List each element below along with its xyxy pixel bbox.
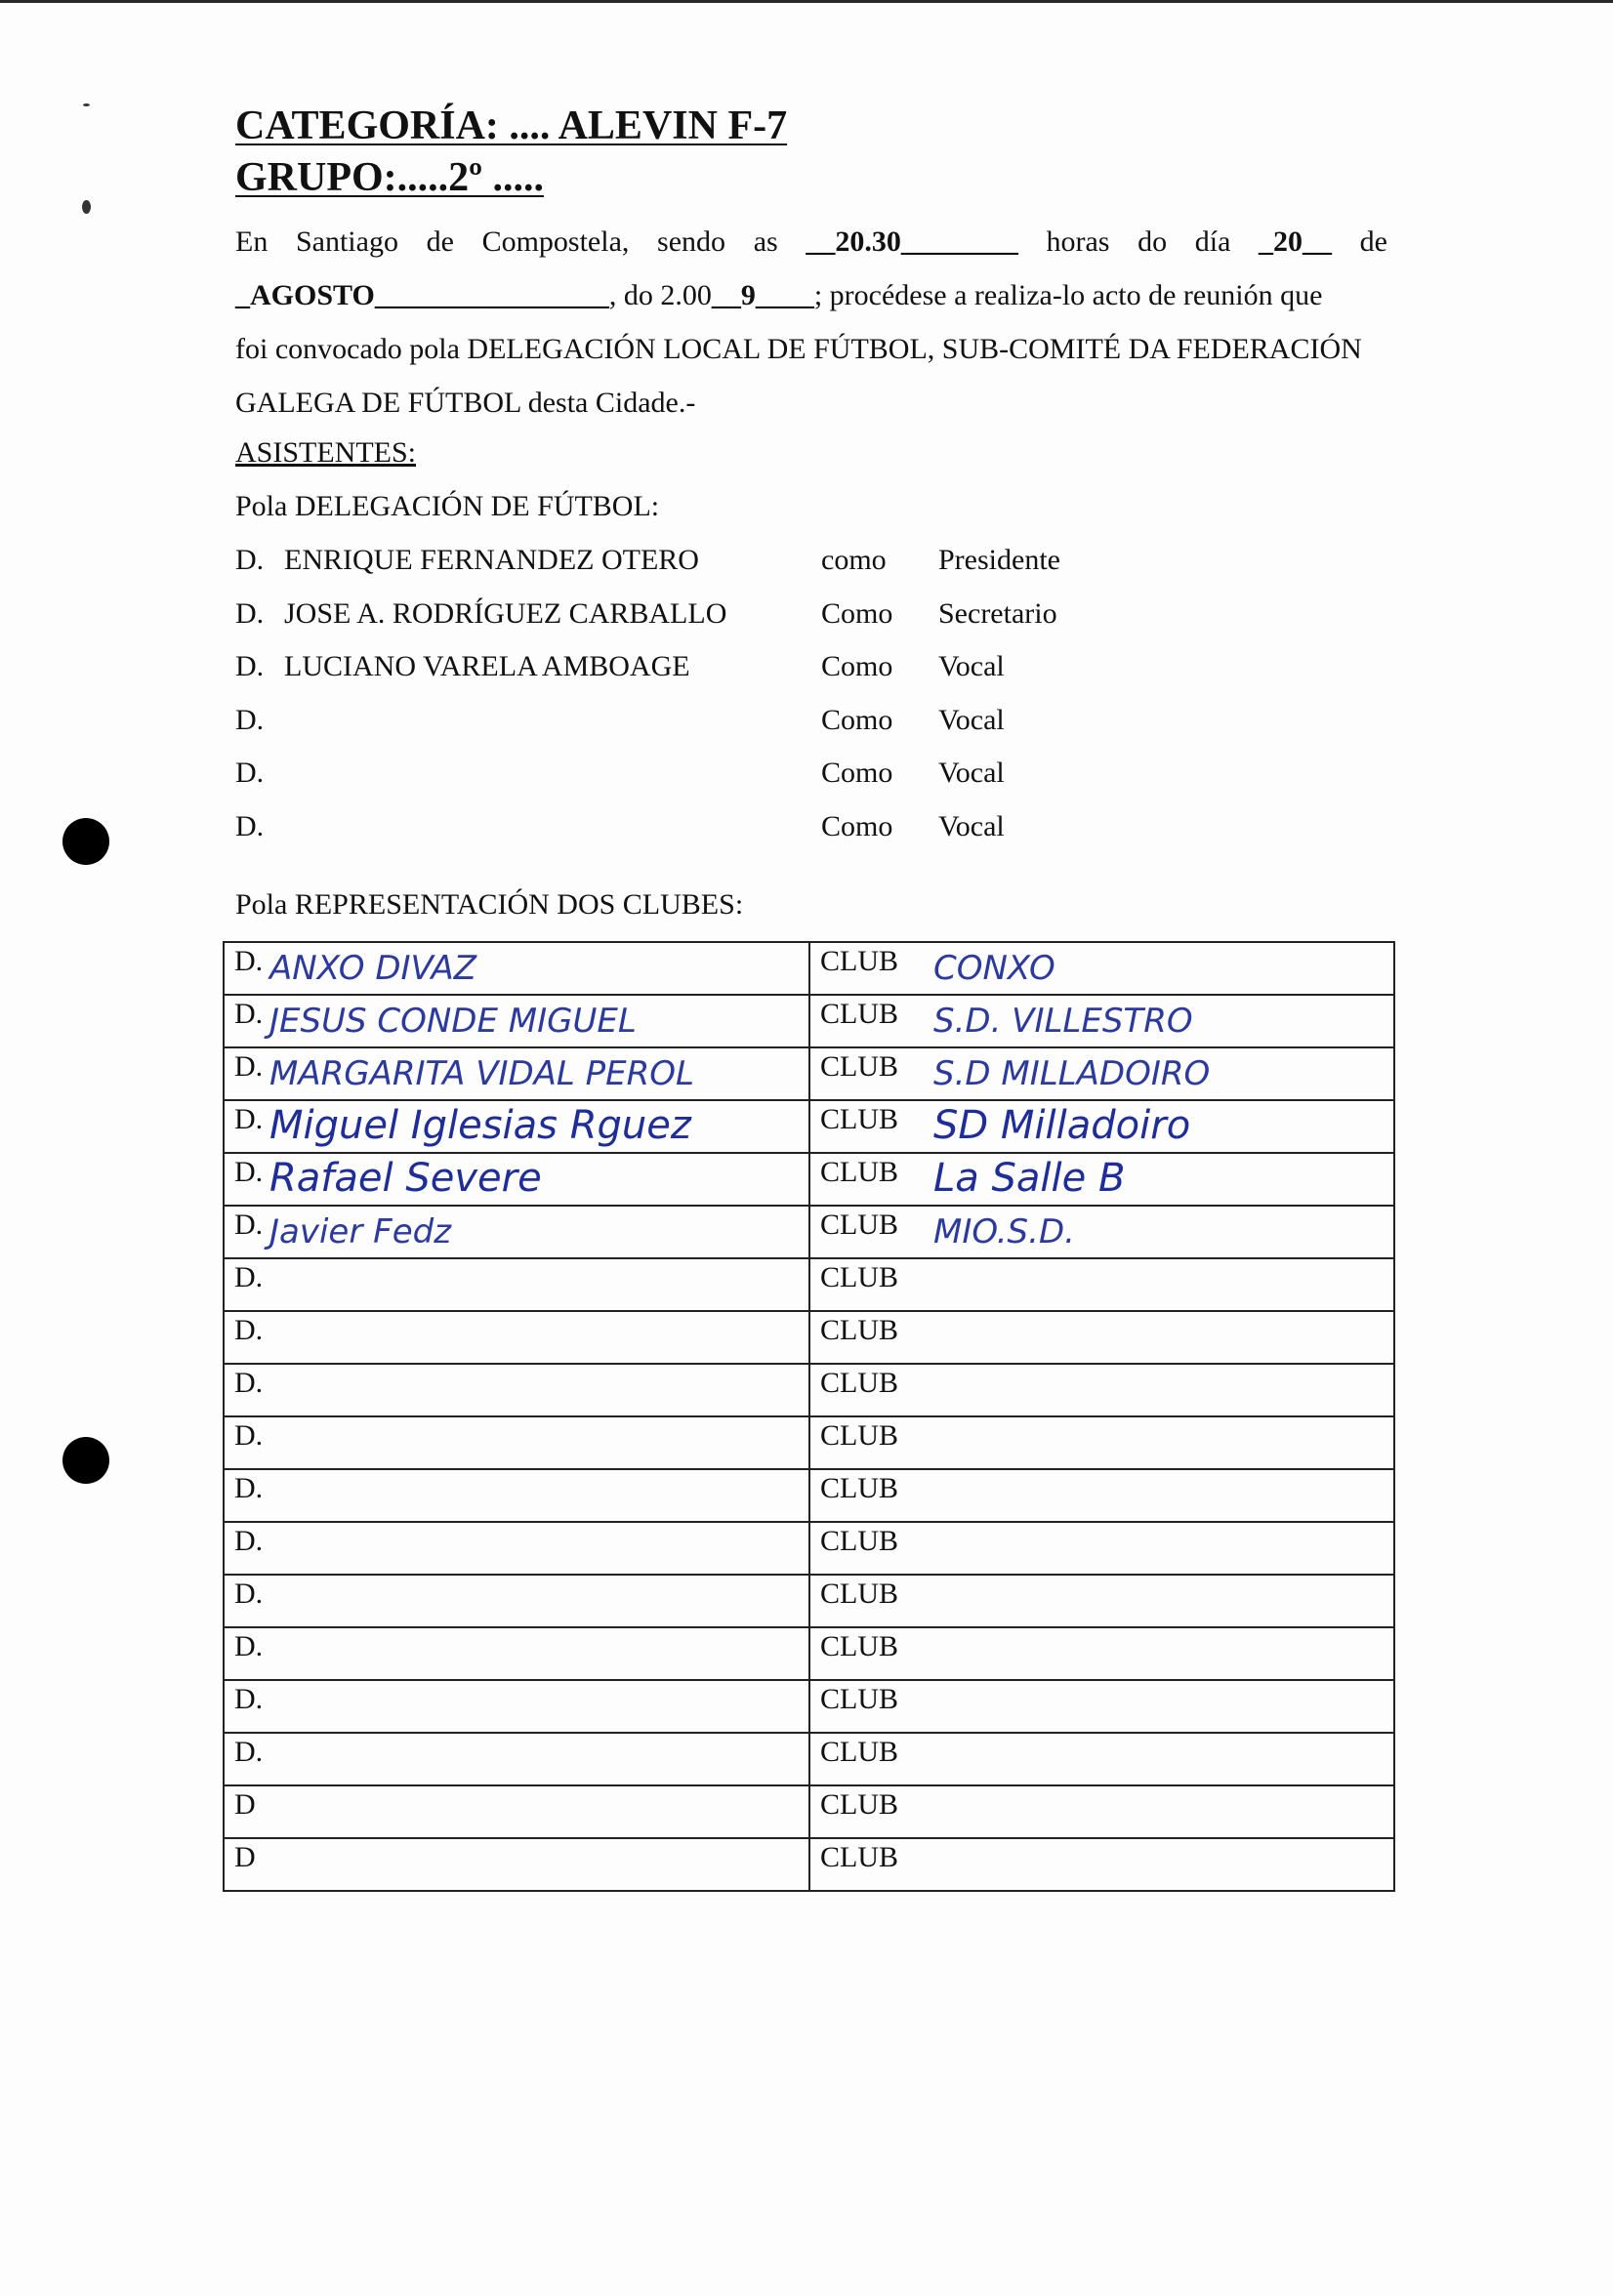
- group-heading: GRUPO:.....2º .....: [235, 155, 545, 200]
- representative-cell[interactable]: [224, 1680, 809, 1733]
- intro-word: horas: [1046, 226, 1110, 258]
- club-row: [224, 1575, 1394, 1627]
- club-cell[interactable]: [809, 1416, 1394, 1469]
- attendee-name: LUCIANO VARELA AMBOAGE: [284, 650, 690, 682]
- asistentes-heading: ASISTENTES:: [235, 436, 417, 469]
- representative-prefix: D.: [234, 1261, 264, 1293]
- representative-prefix: D.: [234, 1525, 264, 1557]
- club-row: [224, 942, 1394, 995]
- club-label: CLUB: [820, 1103, 899, 1135]
- representative-prefix: D.: [234, 1472, 264, 1504]
- club-row: [224, 1311, 1394, 1364]
- representative-prefix: D.: [234, 1419, 264, 1452]
- club-row: [224, 1785, 1394, 1838]
- representative-handwritten-name: MARGARITA VIDAL PEROL: [269, 1054, 694, 1093]
- attendee-como: Como: [821, 757, 893, 789]
- representative-cell[interactable]: [224, 1469, 809, 1522]
- scan-speck: [83, 103, 90, 106]
- intro-word: En: [235, 226, 269, 258]
- attendee-prefix: D.: [235, 809, 265, 842]
- attendee-prefix: D.: [235, 596, 265, 630]
- attendee-row: [235, 544, 1114, 597]
- intro-paragraph: [235, 215, 1387, 430]
- attendee-como: Como: [821, 650, 893, 682]
- attendee-prefix: D.: [235, 757, 265, 789]
- club-cell[interactable]: [809, 1838, 1394, 1891]
- attendee-prefix: D.: [235, 650, 265, 682]
- representative-prefix: D.: [234, 945, 264, 977]
- club-row: [224, 1258, 1394, 1311]
- club-label: CLUB: [820, 1050, 899, 1083]
- representative-cell[interactable]: [224, 1364, 809, 1416]
- representative-cell[interactable]: [224, 1206, 809, 1258]
- club-label: CLUB: [820, 1525, 899, 1557]
- delegacion-label: Pola DELEGACIÓN DE FÚTBOL:: [235, 490, 660, 522]
- intro-word: Santiago: [295, 226, 398, 258]
- club-cell[interactable]: [809, 1680, 1394, 1733]
- intro-word: de: [1359, 226, 1387, 258]
- scan-speck: [82, 200, 91, 214]
- representative-cell[interactable]: [224, 1153, 809, 1206]
- clubs-table: [223, 941, 1395, 1892]
- representative-prefix: D.: [234, 1578, 264, 1610]
- category-heading: CATEGORÍA: .... ALEVIN F-7: [235, 103, 788, 148]
- club-cell[interactable]: [809, 1258, 1394, 1311]
- club-label: CLUB: [820, 1788, 899, 1821]
- representative-cell[interactable]: [224, 1258, 809, 1311]
- intro-line-3: [235, 322, 1387, 376]
- club-row: [224, 1733, 1394, 1785]
- punch-hole: [62, 818, 109, 865]
- representative-cell[interactable]: [224, 1733, 809, 1785]
- club-label: CLUB: [820, 1314, 899, 1346]
- representative-prefix: D.: [234, 1156, 264, 1188]
- club-handwritten-name: MIO.S.D.: [933, 1212, 1075, 1251]
- representative-cell[interactable]: [224, 1100, 809, 1153]
- attendee-role: Presidente: [938, 544, 1060, 576]
- club-label: CLUB: [820, 1472, 899, 1504]
- club-row: [224, 1100, 1394, 1153]
- attendee-como: Como: [821, 703, 893, 736]
- attendees-list: [235, 544, 1114, 863]
- representative-handwritten-name: JESUS CONDE MIGUEL: [269, 1002, 637, 1041]
- club-row: [224, 1416, 1394, 1469]
- club-label: CLUB: [820, 1578, 899, 1610]
- attendee-row: [235, 650, 1114, 704]
- representative-handwritten-name: Javier Fedz: [269, 1212, 452, 1251]
- representative-cell[interactable]: [224, 995, 809, 1047]
- representative-handwritten-name: Rafael Severe: [269, 1156, 542, 1201]
- club-label: CLUB: [820, 1630, 899, 1662]
- attendee-role: Vocal: [938, 650, 1005, 682]
- club-handwritten-name: SD Milladoiro: [933, 1103, 1191, 1148]
- club-cell[interactable]: [809, 995, 1394, 1047]
- attendee-prefix: D.: [235, 703, 265, 736]
- club-row: [224, 1522, 1394, 1575]
- attendee-como: Como: [821, 596, 893, 630]
- representative-prefix: D.: [234, 1050, 264, 1083]
- clubs-label: Pola REPRESENTACIÓN DOS CLUBES:: [235, 888, 744, 921]
- representative-cell[interactable]: [224, 1575, 809, 1627]
- meeting-day: _20__: [1259, 226, 1333, 258]
- punch-hole: [62, 1437, 109, 1484]
- intro-line-4: [235, 376, 1387, 430]
- club-row: [224, 1469, 1394, 1522]
- representative-prefix: D.: [234, 998, 264, 1030]
- attendee-role: Vocal: [938, 757, 1005, 789]
- club-handwritten-name: CONXO: [933, 949, 1055, 988]
- club-cell[interactable]: [809, 1522, 1394, 1575]
- intro-line-1: [235, 215, 1387, 268]
- club-label: CLUB: [820, 945, 899, 977]
- club-label: CLUB: [820, 1736, 899, 1768]
- club-cell[interactable]: [809, 1733, 1394, 1785]
- intro-text: foi convocado pola DELEGACIÓN LOCAL DE FÚTBOL, SUB-COMITÉ DA FEDERACIÓN: [235, 333, 1362, 365]
- representative-cell[interactable]: [224, 1047, 809, 1100]
- club-handwritten-name: S.D MILLADOIRO: [933, 1054, 1211, 1093]
- club-cell[interactable]: [809, 1627, 1394, 1680]
- year-prefix: , do 2.00: [608, 279, 712, 311]
- representative-prefix: D.: [234, 1367, 264, 1399]
- club-handwritten-name: La Salle B: [933, 1156, 1126, 1201]
- club-label: CLUB: [820, 1261, 899, 1293]
- attendee-row: [235, 757, 1114, 810]
- scan-top-edge: [0, 0, 1613, 3]
- attendee-role: Vocal: [938, 703, 1005, 736]
- representative-prefix: D.: [234, 1103, 264, 1135]
- representative-cell[interactable]: [224, 1627, 809, 1680]
- club-row: [224, 1153, 1394, 1206]
- club-label: CLUB: [820, 1419, 899, 1452]
- club-cell[interactable]: [809, 1364, 1394, 1416]
- club-label: CLUB: [820, 1209, 899, 1241]
- club-cell[interactable]: [809, 1575, 1394, 1627]
- representative-cell[interactable]: [224, 1311, 809, 1364]
- club-handwritten-name: S.D. VILLESTRO: [933, 1002, 1193, 1041]
- representative-prefix: D.: [234, 1209, 264, 1241]
- representative-prefix: D: [234, 1788, 256, 1821]
- representative-handwritten-name: ANXO DIVAZ: [269, 949, 477, 988]
- club-row: [224, 1206, 1394, 1258]
- meeting-year: __9____: [711, 279, 814, 311]
- club-row: [224, 1364, 1394, 1416]
- club-label: CLUB: [820, 1841, 899, 1873]
- attendee-role: Secretario: [938, 596, 1057, 630]
- club-cell[interactable]: [809, 1785, 1394, 1838]
- club-row: [224, 995, 1394, 1047]
- intro-word: Compostela,: [481, 226, 630, 258]
- attendee-row: [235, 704, 1114, 758]
- intro-line-2: [235, 268, 1387, 322]
- representative-cell[interactable]: [224, 1522, 809, 1575]
- intro-text: ; procédese a realiza-lo acto de reunión que: [813, 279, 1323, 311]
- club-row: [224, 1838, 1394, 1891]
- representative-prefix: D.: [234, 1736, 264, 1768]
- attendee-como: Como: [821, 809, 893, 842]
- representative-cell[interactable]: [224, 1785, 809, 1838]
- attendee-como: como: [821, 544, 887, 576]
- intro-word: as: [753, 226, 778, 258]
- representative-prefix: D: [234, 1841, 256, 1873]
- attendee-row: [235, 597, 1114, 651]
- club-cell[interactable]: [809, 942, 1394, 995]
- club-cell[interactable]: [809, 1153, 1394, 1206]
- club-cell[interactable]: [809, 1100, 1394, 1153]
- representative-cell[interactable]: [224, 942, 809, 995]
- meeting-month: _AGOSTO________________: [235, 279, 609, 311]
- intro-word: sendo: [657, 226, 726, 258]
- intro-text: GALEGA DE FÚTBOL desta Cidade.-: [235, 387, 696, 419]
- representative-prefix: D.: [234, 1314, 264, 1346]
- representative-handwritten-name: Miguel Iglesias Rguez: [269, 1103, 691, 1148]
- attendee-name: JOSE A. RODRÍGUEZ CARBALLO: [284, 596, 727, 630]
- intro-word: día: [1194, 226, 1231, 258]
- club-cell[interactable]: [809, 1047, 1394, 1100]
- intro-word: do: [1137, 226, 1168, 258]
- club-row: [224, 1680, 1394, 1733]
- club-row: [224, 1047, 1394, 1100]
- club-row: [224, 1627, 1394, 1680]
- club-cell[interactable]: [809, 1206, 1394, 1258]
- club-label: CLUB: [820, 1367, 899, 1399]
- meeting-hour: __20.30________: [806, 226, 1018, 258]
- club-cell[interactable]: [809, 1469, 1394, 1522]
- representative-prefix: D.: [234, 1683, 264, 1715]
- club-cell[interactable]: [809, 1311, 1394, 1364]
- club-label: CLUB: [820, 1156, 899, 1188]
- attendee-row: [235, 810, 1114, 864]
- club-label: CLUB: [820, 998, 899, 1030]
- representative-cell[interactable]: [224, 1838, 809, 1891]
- attendee-name: ENRIQUE FERNANDEZ OTERO: [284, 544, 699, 576]
- intro-word: de: [426, 226, 454, 258]
- attendee-role: Vocal: [938, 809, 1005, 842]
- attendee-prefix: D.: [235, 544, 265, 576]
- representative-cell[interactable]: [224, 1416, 809, 1469]
- club-label: CLUB: [820, 1683, 899, 1715]
- representative-prefix: D.: [234, 1630, 264, 1662]
